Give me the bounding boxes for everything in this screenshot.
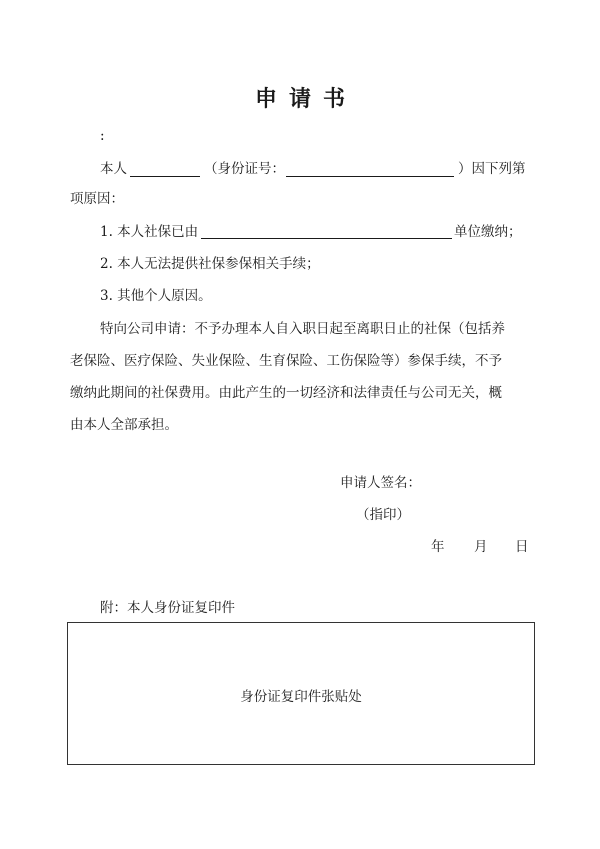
employer-blank[interactable]: [201, 237, 452, 239]
signature-label: 申请人签名：: [340, 475, 421, 491]
reason-1-prefix: 1. 本人社保已由: [100, 224, 199, 240]
id-number-blank[interactable]: [286, 175, 454, 177]
request-line-3: 缴纳此期间的社保费用。由此产生的一切经济和法律责任与公司无关，概: [70, 385, 502, 401]
date-month: 月: [474, 539, 488, 555]
date-year: 年: [431, 539, 445, 555]
reason-2: 2. 本人无法提供社保参保相关手续；: [100, 256, 320, 272]
applicant-prefix: 本人: [100, 161, 127, 177]
id-copy-box: [67, 622, 535, 765]
request-line-4: 由本人全部承担。: [70, 417, 178, 433]
request-line-2: 老保险、医疗保险、失业保险、生育保险、工伤保险等）参保手续，不予: [70, 353, 502, 369]
reason-3: 3. 其他个人原因。: [100, 288, 212, 304]
request-line-1: 特向公司申请：不予办理本人自入职日起至离职日止的社保（包括养: [100, 321, 505, 337]
reason-1-suffix: 单位缴纳；: [454, 224, 522, 240]
document-title: 申请书: [254, 87, 357, 112]
id-copy-box-label: 身份证复印件张贴处: [240, 689, 362, 705]
attachment-label: 附：本人身份证复印件: [100, 600, 235, 616]
name-blank[interactable]: [130, 175, 200, 177]
reason-intro-cont: 项原因：: [70, 191, 124, 207]
id-label: （身份证号：: [204, 161, 285, 177]
reason-intro: ）因下列第: [458, 161, 526, 177]
salutation: :: [100, 128, 105, 144]
date-day: 日: [515, 539, 529, 555]
fingerprint-label: （指印）: [356, 507, 410, 523]
